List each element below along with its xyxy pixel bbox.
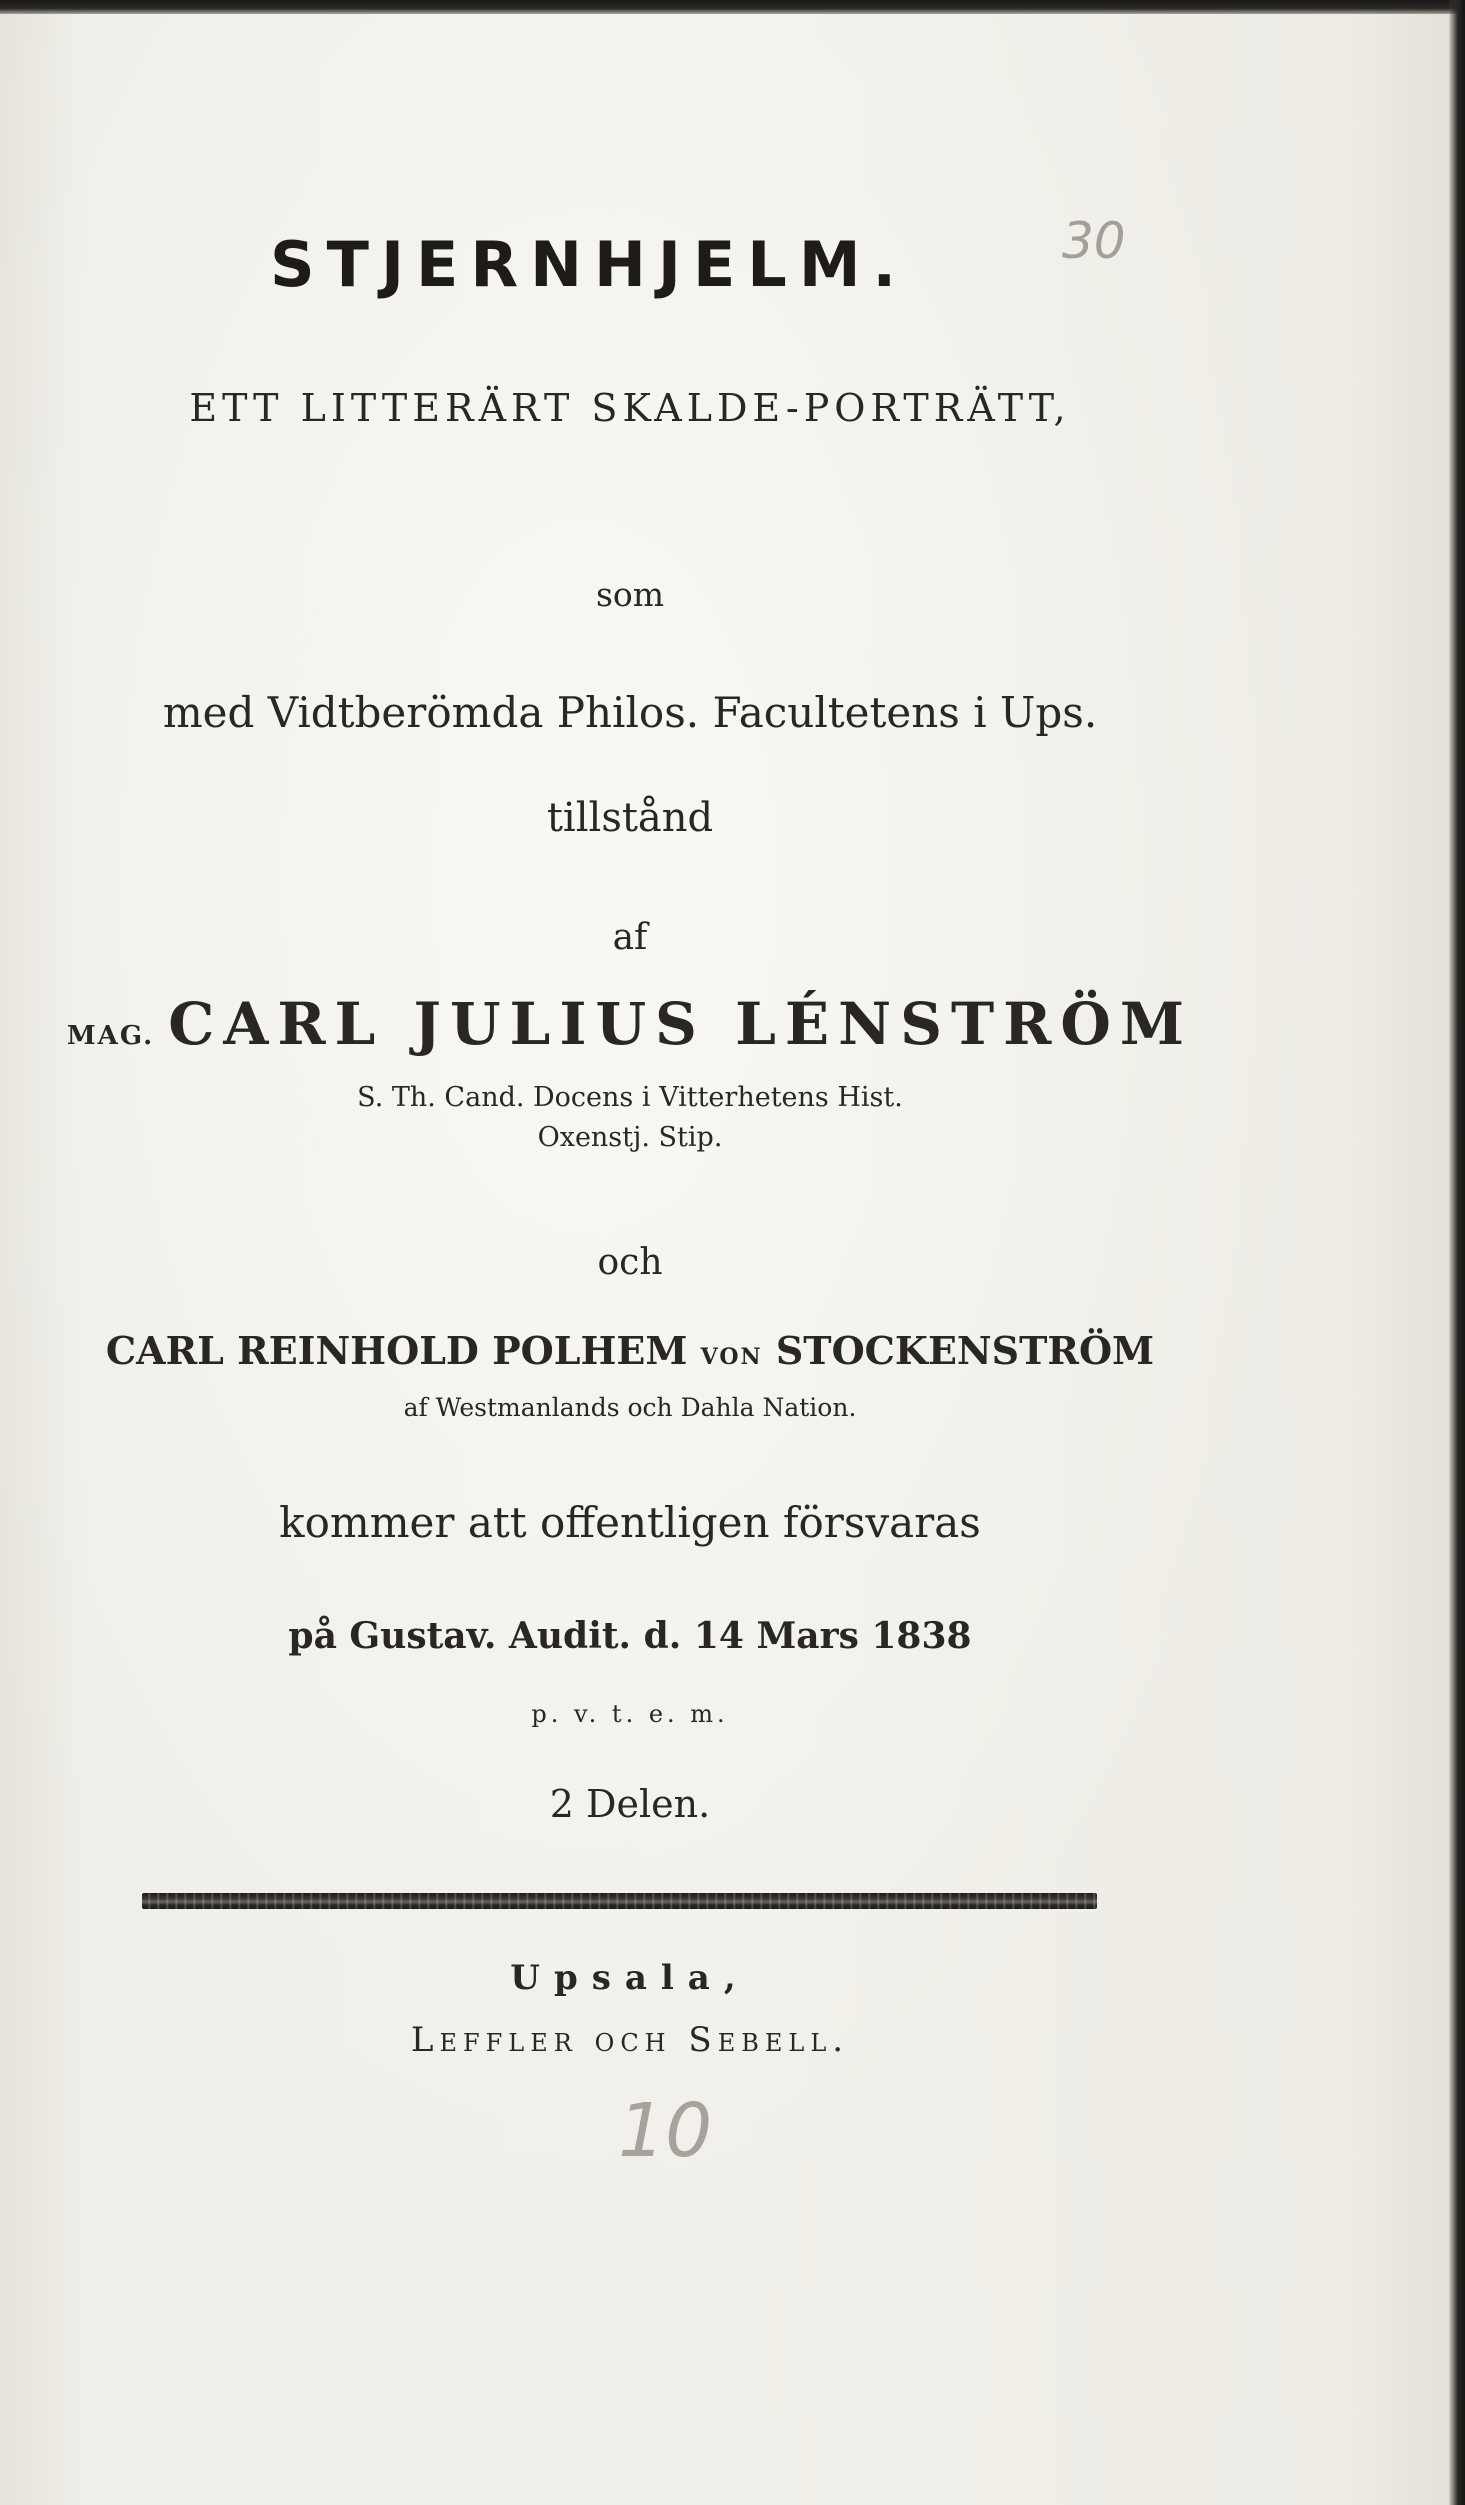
author-1-name: CARL JULIUS LÉNSTRÖM [168,990,1194,1058]
page-top-shadow [0,0,1465,14]
author-1-description-2: Oxenstj. Stip. [537,1122,723,1153]
author-2-von: VON [700,1344,763,1370]
ornamental-rule [142,1893,1097,1909]
text-som: som [595,575,665,614]
text-defense-date: på Gustav. Audit. d. 14 Mars 1838 [288,1615,972,1657]
book-subtitle: ETT LITTERÄRT SKALDE-PORTRÄTT, [189,386,1071,430]
page-right-edge [1449,0,1465,2505]
pencil-annotation-top: 30 [1062,212,1126,270]
text-och: och [597,1242,663,1283]
text-af: af [612,917,648,958]
author-2-description: af Westmanlands och Dahla Nation. [403,1393,857,1422]
author-2-line [0,1328,1200,1373]
text-faculty-permission: med Vidtberömda Philos. Facultetens i Ups. [162,688,1098,737]
author-1-line [0,990,1200,1058]
author-1-description-1: S. Th. Cand. Docens i Vitterhetens Hist. [357,1082,903,1113]
text-part-number: 2 Delen. [549,1782,711,1826]
imprint-publisher: Leffler och Sebell. [410,2020,850,2060]
imprint-city: Upsala, [510,1958,750,1998]
author-2-name-part-2: STOCKENSTRÖM [775,1328,1155,1373]
author-2-name-part-1: CARL REINHOLD POLHEM [105,1328,688,1373]
pencil-annotation-bottom: 10 [618,2088,713,2174]
text-defense-statement: kommer att offentligen försvaras [279,1498,981,1547]
book-title: STJERNHJELM. [270,228,909,301]
author-1-prefix: MAG. [66,1021,155,1051]
text-tillstand: tillstånd [546,795,714,841]
text-pvtem: p. v. t. e. m. [531,1700,729,1728]
